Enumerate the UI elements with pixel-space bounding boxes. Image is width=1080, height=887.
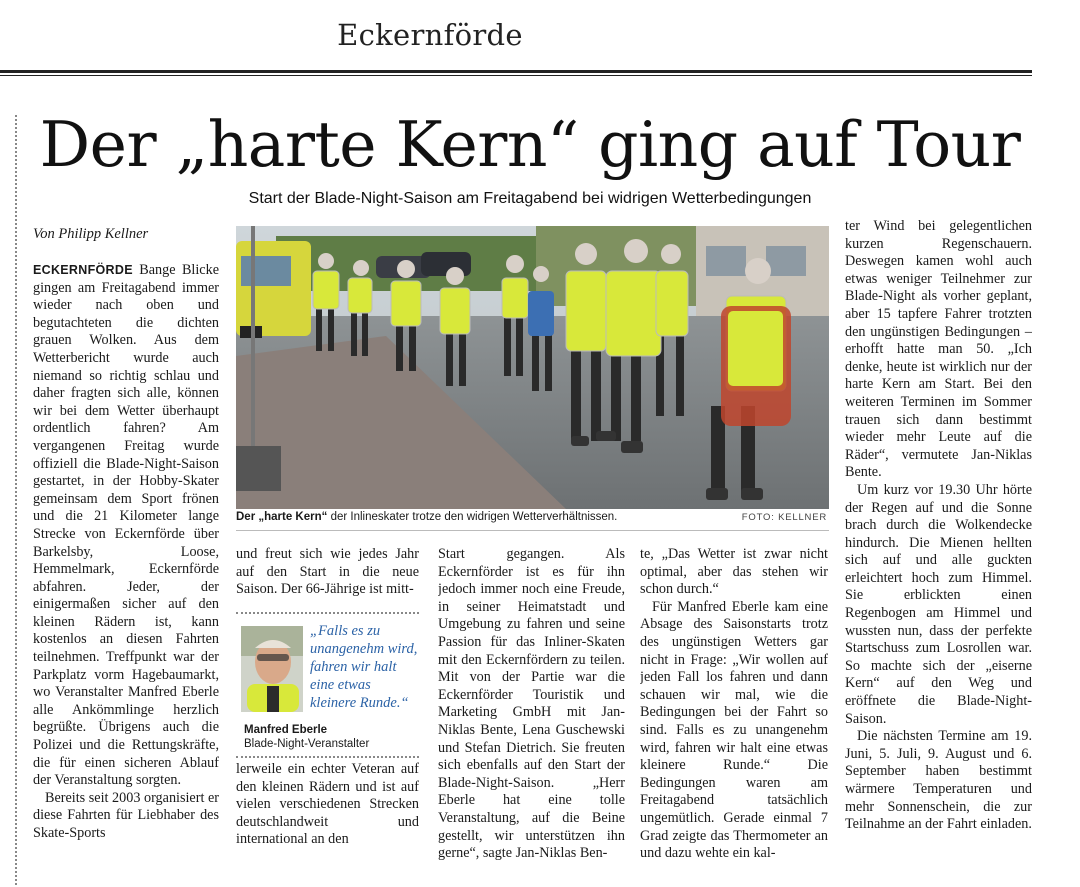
- caption-rule: [236, 530, 829, 531]
- paragraph: Start gegangen. Als Eckernförder ist es für ihn jedoch immer noch eine Freude, in seiner Heimatstadt und Umgebung zu fahren und seine Passion für das Inliner-Skaten mit den Eckernfördern zu teilen. Mit von der Partie war die Eckernförder Touristik und Marketing GmbH mit Jan-Niklas Bente, Lena Guschewski und Stefan Dietrich. Sie freuten sich ebenfalls auf den Start der Blade-Night-Saison. „Herr Eberle hat eine tolle Veranstaltung, auf die Beine gestellt, wir unterstützen ihn gerne“, sagte Jan-Niklas Ben-: [438, 546, 625, 862]
- paragraph: und freut sich wie jedes Jahr auf den Start in die neue Saison. Der 66-Jährige ist mitt-: [236, 546, 419, 598]
- headline: Der „harte Kern“ ging auf Tour: [39, 108, 1021, 181]
- section-title: Eckernförde: [337, 18, 523, 52]
- pull-quote: „Falls es zu unangenehm wird, fahren wir halt eine etwas kleinere Runde.“: [310, 623, 418, 711]
- caption-bold: Der „harte Kern“: [236, 511, 328, 523]
- article-photo: [236, 226, 829, 509]
- header-rule-thin: [0, 75, 1032, 76]
- paragraph: ter Wind bei gelegentlichen kurzen Regenschauern. Deswegen kamen wohl auch etwas weniger Teilnehmer zur Blade-Night als vorher geplant, aber 15 tapfere Fahrer trotzten den ungünstigen Bedingungen – erhofft hatte man 50. „Ich denke, heute ist wirklich nur der harte Kern am Start. Bei den weiteren Terminen im Sommer trauen sich dann bestimmt wieder mehr Leute auf die Räder“, vermutete Jan-Niklas Bente.: [845, 218, 1032, 481]
- article-column-4: [640, 546, 828, 882]
- paragraph: Bereits seit 2003 organisiert er diese Fahrten für Liebhaber des Skate-Sports: [33, 789, 219, 841]
- portrait-image: [241, 626, 303, 712]
- quote-author-role: Blade-Night-Veranstalter: [244, 738, 370, 750]
- article-column-3: [438, 546, 625, 882]
- margin-dotted-line: [15, 115, 17, 885]
- caption-text: der Inlineskater trotze den widrigen Wetterverhältnissen.: [327, 511, 618, 523]
- portrait-photo: [241, 626, 303, 712]
- paragraph: Um kurz vor 19.30 Uhr hörte der Regen auf und die Sonne brach durch die Wolkendecke hindurch. Die Mienen hellten sich auf und alle guckten erleichtert hoch zum Himmel. Sie erblickten einen Regenbogen am Himmel und wussten nun, dass der perfekte Startschuss zum Losrollen war. So machte sich der „eiserne Kern“ auf den Weg und eröffnete die Blade-Night-Saison.: [845, 481, 1032, 727]
- quote-author: Manfred Eberle: [244, 724, 328, 736]
- byline: Von Philipp Kellner: [33, 226, 149, 242]
- article-column-2-top: [236, 546, 419, 610]
- paragraph: Die nächsten Termine am 19. Juni, 5. Juli, 9. August und 6. September haben bestimmt wärmere Temperaturen und mehr Sonnenschein, die zur Teilnahme an der Fahrt einladen.: [845, 728, 1032, 833]
- paragraph: lerweile ein echter Veteran auf den kleinen Rädern und ist auf vielen verschiedenen Strecken deutschlandweit und international an den: [236, 761, 419, 848]
- article-column-1: [33, 262, 219, 882]
- photo-credit: FOTO: KELLNER: [741, 512, 827, 523]
- paragraph: Für Manfred Eberle kam eine Absage des Saisonstarts trotz des ungünstigen Wetters gar nicht in Frage: „Wir wollen auf jeden Fall los fahren und dann schauen wir mal, wie die Bedingungen bei der Fahrt so sind. Falls es zu unangenehm wird, fahren wir halt eine etwas kleinere Runde.“ Die Bedingungen waren am Freitagabend tatsächlich ungemütlich. Gerade einmal 7 Grad zeigte das Thermometer an und dazu wehte ein kal-: [640, 598, 828, 862]
- photo-caption: [236, 511, 829, 523]
- skaters-photo: [236, 226, 829, 509]
- article-column-5: [845, 218, 1032, 882]
- lead-paragraph: Bange Blicke gingen am Freitagabend immer wieder nach oben und begutachteten die dichten grauen Wolken. Aus dem Wetterbericht wurde auch niemand so richtig schlau und daher fragten sich alle, können wir bei dem Wetter überhaupt ordentlich fahren? Am vergangenen Freitag wurde offiziell die Blade-Night-Saison gestartet, in der Hobby-Skater gemeinsam dem Sport frönen und die 21 Kilometer lange Strecke von Eckernförde über Barkelsby, Loose, Hemmelmark, Eckernförde abfahren. Jeder, der einigermaßen sicher auf den kleinen Rädern ist, kann kostenlos an diesen Fahrten teilnehmen. Treffpunkt war der Parkplatz vorm Hagebaumarkt, wo Veranstalter Manfred Eberle alle Ankömmlinge herzlich begrüßte. Übrigens auch die Polizei und die Rettungskräfte, die für einen sicheren Ablauf der Veranstaltung sorgten.: [33, 262, 219, 789]
- dateline: ECKERNFÖRDE: [33, 263, 133, 277]
- quote-box-top-rule: [236, 612, 419, 614]
- subheadline: Start der Blade-Night-Saison am Freitagabend bei widrigen Wetterbedingungen: [248, 190, 812, 207]
- quote-box-bottom-rule: [236, 756, 419, 758]
- article-column-2-bottom: [236, 761, 419, 881]
- paragraph: te, „Das Wetter ist zwar nicht optimal, aber das stehen wir schon durch.“: [640, 546, 828, 598]
- header-rule: [0, 70, 1032, 73]
